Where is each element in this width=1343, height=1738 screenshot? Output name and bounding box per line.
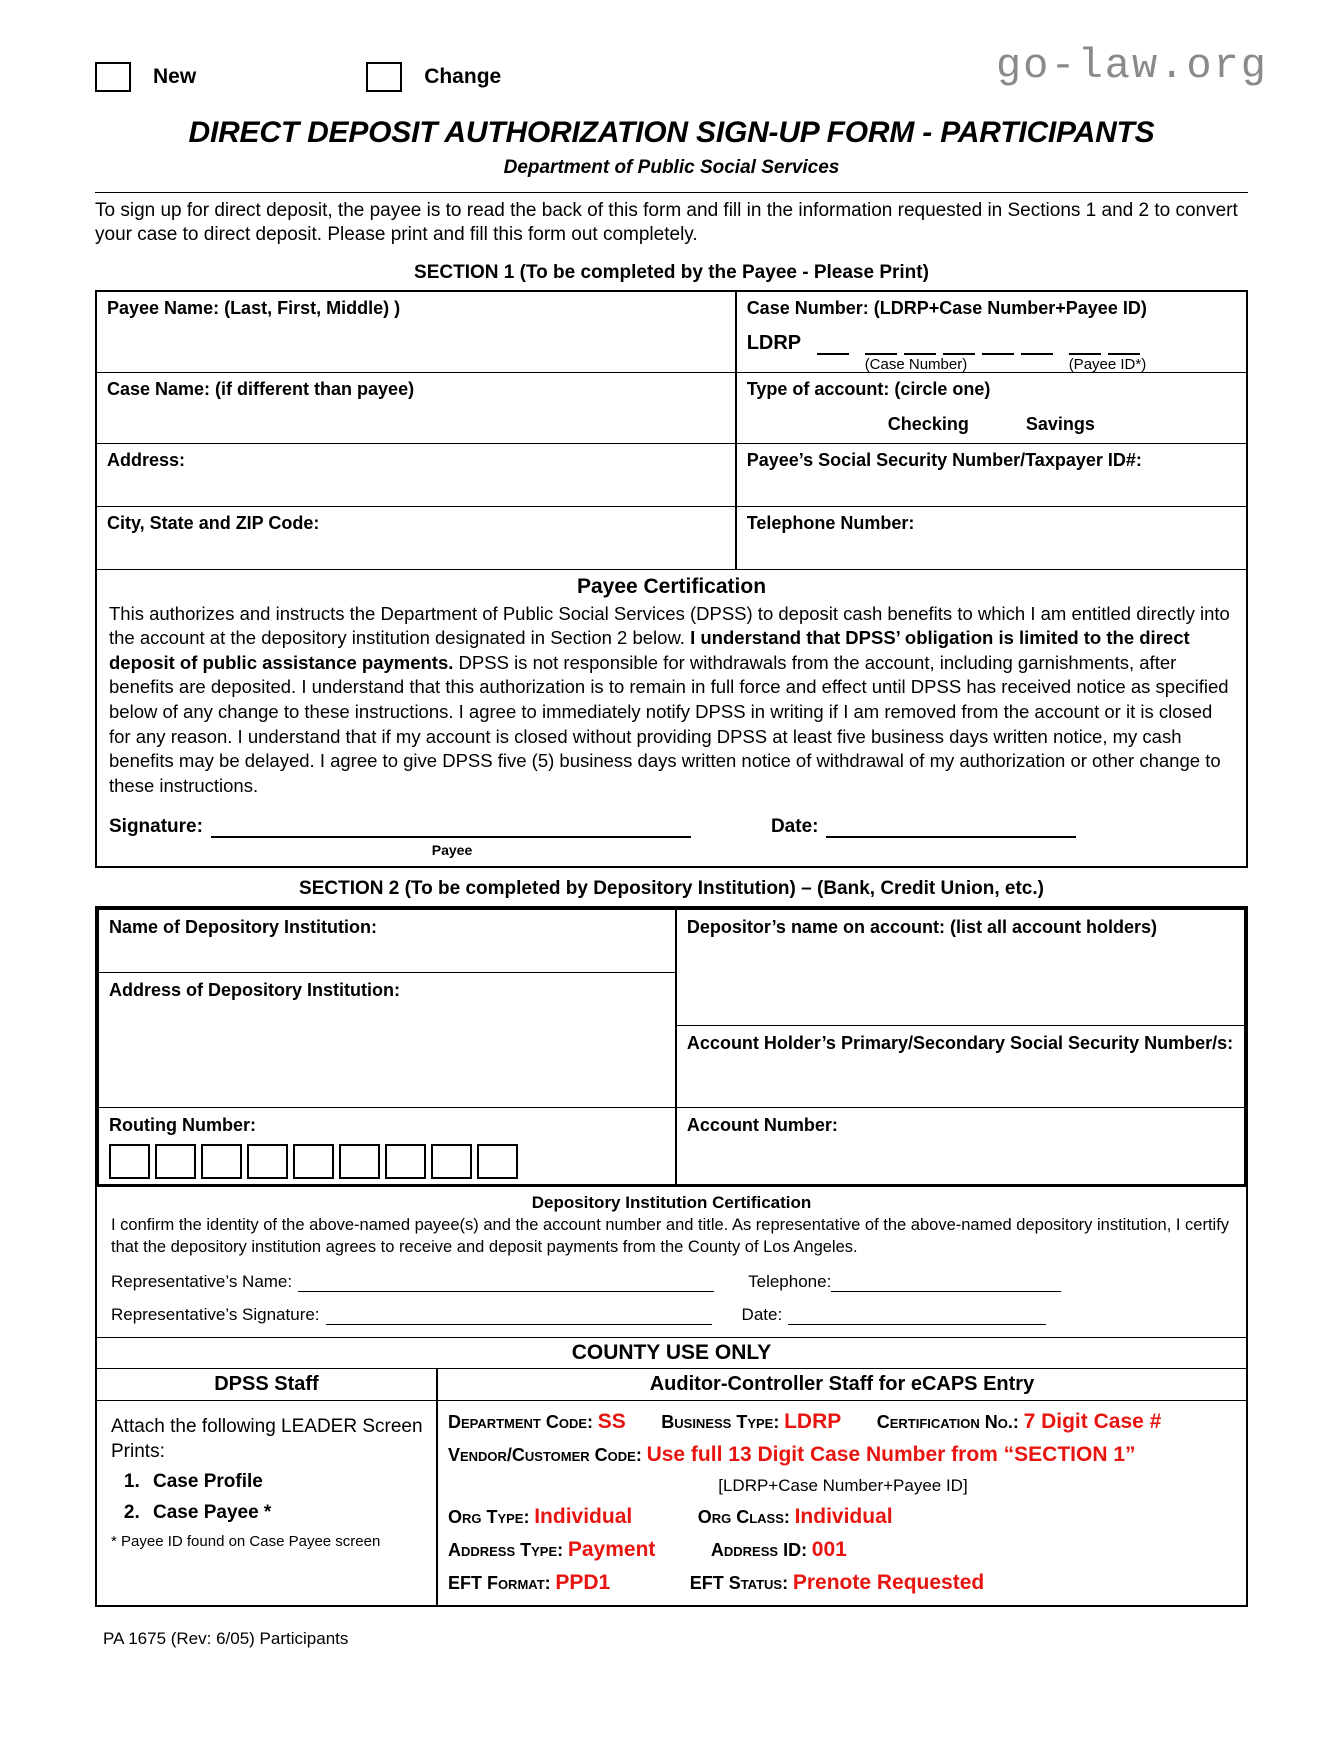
account-type-label: Type of account: (circle one) [746,378,991,399]
intro-text: To sign up for direct deposit, the payee is to read the back of this form and fill in the information requested in Sections 1 and 2 to convert your case to direct deposit. Please print and fill this form out completely. [95,200,1238,246]
section2-upper [97,908,1246,1186]
rep-name-row [97,1259,1246,1292]
routing-number-boxes [109,1144,665,1179]
ssn-cell[interactable] [735,444,1246,506]
case-number-cell[interactable] [735,292,1246,372]
page-title: DIRECT DEPOSIT AUTHORIZATION SIGN-UP FORM - PARTICIPANTS [188,116,1155,149]
case-name-cell[interactable] [97,373,735,443]
ldrp-blank[interactable] [817,338,849,355]
signature-caption: Payee [431,842,473,859]
routing-digit-box[interactable] [155,1144,196,1179]
rep-signature-row [97,1292,1246,1337]
eft-format-value: PPD1 [555,1570,611,1594]
cert-part2: DPSS is not responsible for withdrawals from the account, including garnishments, after benefits are deposited. I understand that this authorization is to remain in full force and effect until DPSS has received notice as specified below of any change to these instructions. I agree to immediately notify DPSS in writing if I am removed from the account or it is closed for any reason. I understand that if my account is closed without providing DPSS at least five business days written notice, my cash benefits may be delayed. I agree to give DPSS five (5) business days written notice of withdrawal of my authorization or other change to these instructions. [109,651,1229,796]
ldrp-blank[interactable] [904,338,936,355]
ecaps-row-5 [448,1571,1238,1595]
ldrp-entry-line [747,332,1236,355]
business-type-value: LDRP [784,1409,842,1433]
county-use-headers [97,1368,1246,1400]
payee-name-label: Payee Name: (Last, First, Middle) ) [107,297,401,318]
option-savings[interactable]: Savings [1025,413,1095,434]
routing-digit-box[interactable] [339,1144,380,1179]
depository-certification-block [97,1186,1246,1337]
vendor-code-note: [LDRP+Case Number+Payee ID] [718,1475,968,1495]
rep-signature-label: Representative’s Signature: [111,1304,320,1324]
org-type-value: Individual [534,1504,633,1528]
date-label: Date: [770,816,819,838]
signature-label: Signature: [109,816,203,838]
ecaps-column [436,1401,1246,1605]
telephone-label: Telephone Number: [746,512,915,533]
address-id-value: 001 [811,1537,847,1561]
table-row [97,372,1246,443]
address-label: Address: [107,449,186,470]
ldrp-blank[interactable] [1108,338,1140,355]
checkbox-new-label: New [153,65,197,88]
routing-digit-box[interactable] [431,1144,472,1179]
list-item: 2. Case Payee * [145,1501,424,1526]
payee-certification-title: Payee Certification [576,574,767,598]
payee-certification-body [97,599,1246,799]
section2-right-column [675,910,1244,1184]
depositor-name-label: Depositor’s name on account: (list all account holders) [686,917,1157,938]
account-type-options [747,414,1236,435]
header-divider [95,192,1248,193]
routing-digit-box[interactable] [109,1144,150,1179]
section1-heading: SECTION 1 (To be completed by the Payee - Please Print) [414,261,929,283]
vendor-code-label: Vendor/Customer Code: [447,1444,642,1465]
page-subtitle: Department of Public Social Services [503,157,840,178]
routing-digit-box[interactable] [201,1144,242,1179]
payee-certification-block [97,569,1246,867]
account-number-cell[interactable] [677,1107,1244,1184]
ldrp-captions [747,356,1236,374]
rep-date-input-line[interactable] [788,1311,1046,1325]
checkbox-new[interactable] [95,62,131,92]
dpss-screen-print-list [111,1470,424,1525]
date-input-line[interactable] [826,822,1076,838]
org-class-label: Org Class: [697,1506,790,1527]
checkbox-change[interactable] [366,62,402,92]
eft-format-label: EFT Format: [447,1572,551,1593]
certification-no-label: Certification No.: [876,1411,1019,1432]
depositor-name-cell[interactable] [677,910,1244,1025]
dpss-staff-column [97,1401,436,1605]
cert-bold: I understand that DPSS’ obligation is limited to the direct deposit of public assistance payments. [109,627,1190,673]
department-code-label: Department Code: [447,1411,594,1432]
caption-case-number: (Case Number) [864,355,968,373]
eft-status-label: EFT Status: [689,1572,789,1593]
org-class-value: Individual [794,1504,893,1528]
footer-form-number: PA 1675 (Rev: 6/05) Participants [103,1628,349,1648]
ecaps-row-2 [448,1443,1238,1467]
rep-telephone-input-line[interactable] [831,1278,1061,1292]
dpss-note: * Payee ID found on Case Payee screen [111,1532,381,1550]
watermark: go-law.org [995,42,1268,90]
address-type-value: Payment [567,1537,656,1561]
department-code-value: SS [597,1409,626,1433]
section2-heading: SECTION 2 (To be completed by Depository Institution) – (Bank, Credit Union, etc.) [299,878,1044,900]
rep-date-label: Date: [741,1304,783,1324]
routing-digit-box[interactable] [385,1144,426,1179]
rep-signature-input-line[interactable] [326,1311,712,1325]
section1-table [95,290,1248,869]
auditor-staff-header: Auditor-Controller Staff for eCAPS Entry [436,1369,1246,1400]
county-use-title: COUNTY USE ONLY [571,1340,772,1364]
checkbox-change-label: Change [424,65,502,88]
institution-name-cell[interactable] [99,910,675,972]
signature-row [97,798,1246,848]
section2-table [95,906,1248,1607]
routing-digit-box[interactable] [293,1144,334,1179]
account-type-cell[interactable] [735,373,1246,443]
rep-telephone-label: Telephone: [748,1271,832,1291]
dpss-staff-header: DPSS Staff [214,1372,319,1395]
section2-left-column [99,910,675,1184]
option-checking[interactable]: Checking [887,413,969,434]
payee-name-cell[interactable] [97,292,735,372]
routing-digit-box[interactable] [247,1144,288,1179]
certification-no-value: 7 Digit Case # [1023,1409,1162,1433]
depository-certification-title: Depository Institution Certification [531,1193,812,1213]
holder-ssn-cell[interactable] [677,1025,1244,1107]
signature-input-line[interactable] [211,822,691,838]
institution-name-label: Name of Depository Institution: [109,917,378,938]
ldrp-blank[interactable] [982,338,1014,355]
form-type-options [95,56,1248,98]
institution-address-label: Address of Depository Institution: [109,980,401,1001]
routing-number-cell[interactable] [99,1107,675,1184]
city-state-zip-label: City, State and ZIP Code: [107,512,320,533]
case-number-label: Case Number: (LDRP+Case Number+Payee ID) [746,297,1147,318]
institution-address-cell[interactable] [99,972,675,1107]
rep-name-input-line[interactable] [298,1278,714,1292]
county-use-columns [97,1400,1246,1605]
account-number-label: Account Number: [686,1115,838,1136]
ldrp-prefix: LDRP [746,331,802,354]
address-type-label: Address Type: [447,1539,564,1560]
holder-ssn-label: Account Holder’s Primary/Secondary Social Security Number/s: [686,1033,1234,1054]
eft-status-value: Prenote Requested [792,1570,985,1594]
business-type-label: Business Type: [661,1411,780,1432]
routing-digit-box[interactable] [477,1144,518,1179]
table-row [97,506,1246,569]
rep-name-label: Representative’s Name: [111,1271,293,1291]
ldrp-blank[interactable] [943,338,975,355]
org-type-label: Org Type: [447,1506,530,1527]
ldrp-blank[interactable] [865,338,897,355]
address-id-label: Address ID: [710,1539,808,1560]
ldrp-blank[interactable] [1021,338,1053,355]
case-name-label: Case Name: (if different than payee) [107,378,415,399]
vendor-code-value: Use full 13 Digit Case Number from “SECTION 1” [646,1442,1136,1466]
ssn-label: Payee’s Social Security Number/Taxpayer ID#: [746,449,1142,470]
ecaps-row-1 [448,1410,1238,1434]
ecaps-row-4 [448,1538,1238,1562]
caption-payee-id: (Payee ID*) [1068,355,1147,373]
ldrp-blank[interactable] [1069,338,1101,355]
routing-number-label: Routing Number: [109,1115,256,1136]
telephone-cell[interactable] [735,507,1246,569]
table-row [97,292,1246,372]
dpss-intro: Attach the following LEADER Screen Prints: [111,1415,423,1462]
table-row [97,443,1246,506]
address-cell[interactable] [97,444,735,506]
depository-certification-body: I confirm the identity of the above-named payee(s) and the account number and title. As representative of the above-named depository institution, I certify that the depository institution agrees to receive and deposit payments from the County of Los Angeles. [111,1216,1230,1257]
ecaps-row-3 [448,1505,1238,1529]
city-state-zip-cell[interactable] [97,507,735,569]
county-use-block [97,1337,1246,1605]
cert-part1: This authorizes and instructs the Department of Public Social Services (DPSS) to deposit cash benefits to which I am entitled directly into the account at the depository institution designated in Section 2 below. [109,602,1230,649]
list-item: 1. Case Profile [145,1470,424,1495]
